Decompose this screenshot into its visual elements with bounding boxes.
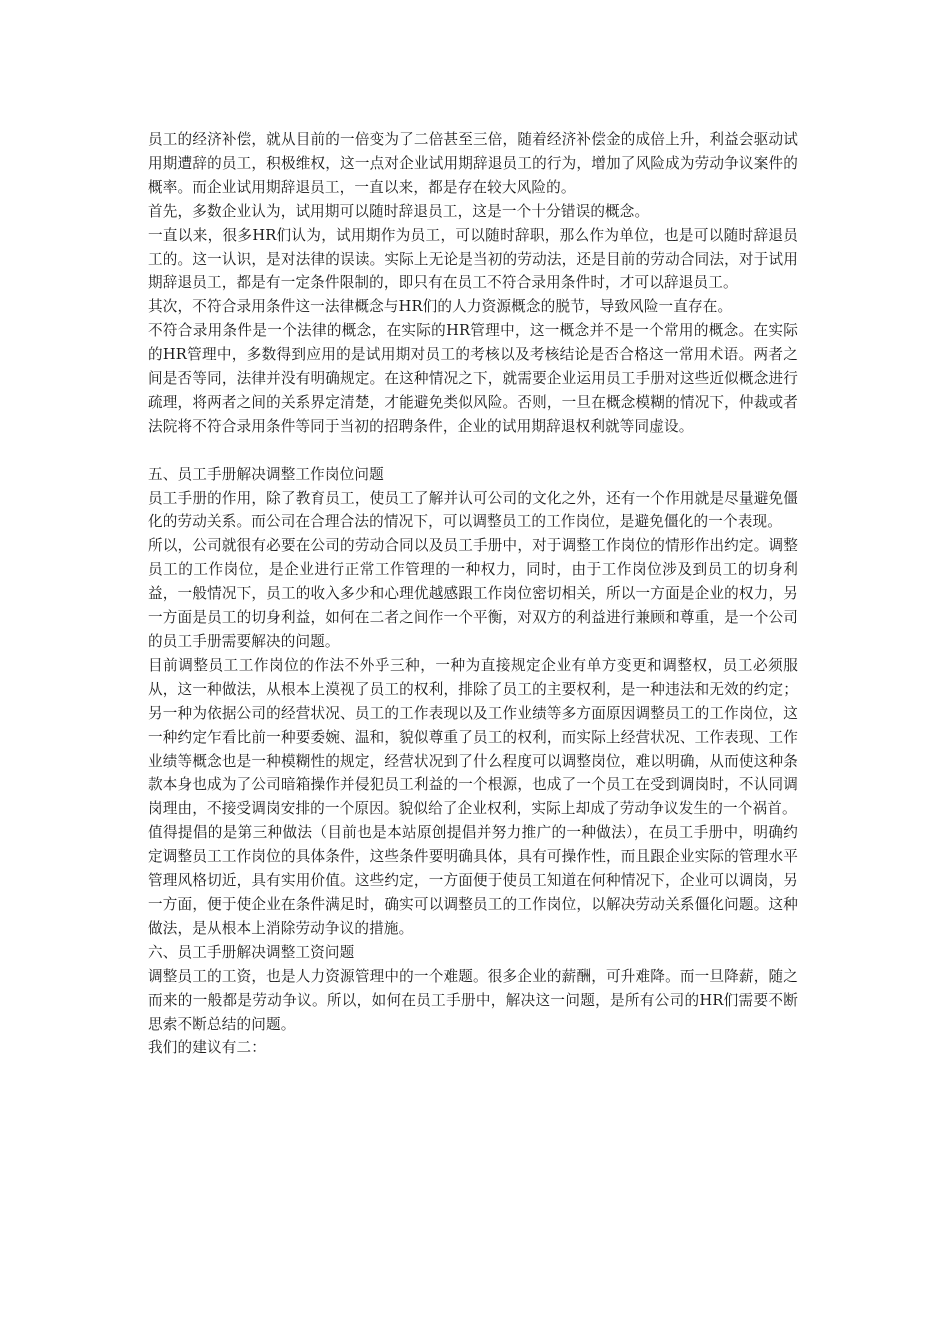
paragraph: 目前调整员工工作岗位的作法不外乎三种，一种为直接规定企业有单方变更和调整权，员工必须服从，这一种做法，从根本上漠视了员工的权利，排除了员工的主要权利，是一种违法和无效的约定；另一种为依据公司的经营状况、员工的工作表现以及工作业绩等多方面原因调整员工的工作岗位，这一种约定乍看比前一种要委婉、温和，貌似尊重了员工的权利，而实际上经营状况、工作表现、工作业绩等概念也是一种模糊性的规定，经营状况到了什么程度可以调整岗位，难以明确，从而使这种条款本身也成为了公司暗箱操作并侵犯员工利益的一个根源，也成了一个员工在受到调岗时，不认同调岗理由，不接受调岗安排的一个原因。貌似给了企业权利，实际上却成了劳动争议发生的一个祸首。 — [148, 656, 798, 818]
paragraph: 所以，公司就很有必要在公司的劳动合同以及员工手册中，对于调整工作岗位的情形作出约定。调整员工的工作岗位，是企业进行正常工作管理的一种权力，同时，由于工作岗位涉及到员工的切身利益，一般情况下，员工的收入多少和心理优越感跟工作岗位密切相关，所以一方面是企业的权力，另一方面是员工的切身利益，如何在二者之间作一个平衡，对双方的利益进行兼顾和尊重，是一个公司的员工手册需要解决的问题。 — [148, 537, 798, 651]
paragraph: 首先，多数企业认为，试用期可以随时辞退员工，这是一个十分错误的概念。 — [148, 202, 650, 220]
paragraph: 员工手册的作用，除了教育员工，使员工了解并认可公司的文化之外，还有一个作用就是尽量避免僵化的劳动关系。而公司在合理合法的情况下，可以调整员工的工作岗位，是避免僵化的一个表现。 — [148, 489, 798, 531]
paragraph: 我们的建议有二： — [148, 1039, 266, 1057]
section-heading-5: 五、员工手册解决调整工作岗位问题 — [148, 465, 384, 483]
paragraph: 员工的经济补偿，就从目前的一倍变为了二倍甚至三倍，随着经济补偿金的成倍上升，利益会驱动试用期遭辞的员工，积极维权，这一点对企业试用期辞退员工的行为，增加了风险成为劳动争议案件的概率。而企业试用期辞退员工，一直以来，都是存在较大风险的。 — [148, 131, 798, 196]
paragraph: 一直以来，很多HR们认为，试用期作为员工，可以随时辞职，那么作为单位，也是可以随时辞退员工的。这一认识，是对法律的误读。实际上无论是当初的劳动法，还是目前的劳动合同法，对于试用期辞退员工，都是有一定条件限制的，即只有在员工不符合录用条件时，才可以辞退员工。 — [148, 226, 798, 292]
section-heading-6: 六、员工手册解决调整工资问题 — [148, 943, 355, 961]
paragraph: 其次，不符合录用条件这一法律概念与HR们的人力资源概念的脱节，导致风险一直存在。 — [148, 298, 733, 316]
paragraph: 不符合录用条件是一个法律的概念，在实际的HR管理中，这一概念并不是一个常用的概念。在实际的HR管理中，多数得到应用的是试用期对员工的考核以及考核结论是否合格这一常用术语。两者之间是否等同，法律并没有明确规定。在这种情况之下，就需要企业运用员工手册对这些近似概念进行疏理，将两者之间的关系界定清楚，才能避免类似风险。否则，一旦在概念模糊的情况下，仲裁或者法院将不符合录用条件等同于当初的招聘条件，企业的试用期辞退权利就等同虚设。 — [148, 322, 798, 435]
document-body — [148, 128, 798, 1060]
paragraph: 调整员工的工资，也是人力资源管理中的一个难题。很多企业的薪酬，可升难降。而一旦降薪，随之而来的一般都是劳动争议。所以，如何在员工手册中，解决这一问题，是所有公司的HR们需要不断思索不断总结的问题。 — [148, 967, 798, 1033]
paragraph: 值得提倡的是第三种做法（目前也是本站原创提倡并努力推广的一种做法），在员工手册中，明确约定调整员工工作岗位的具体条件，这些条件要明确具体，具有可操作性，而且跟企业实际的管理水平管理风格切近，具有实用价值。这些约定，一方面便于使员工知道在何种情况下，企业可以调岗，另一方面，便于使企业在条件满足时，确实可以调整员工的工作岗位，以解决劳动关系僵化问题。这种做法，是从根本上消除劳动争议的措施。 — [148, 824, 798, 937]
blank-line — [148, 439, 798, 463]
